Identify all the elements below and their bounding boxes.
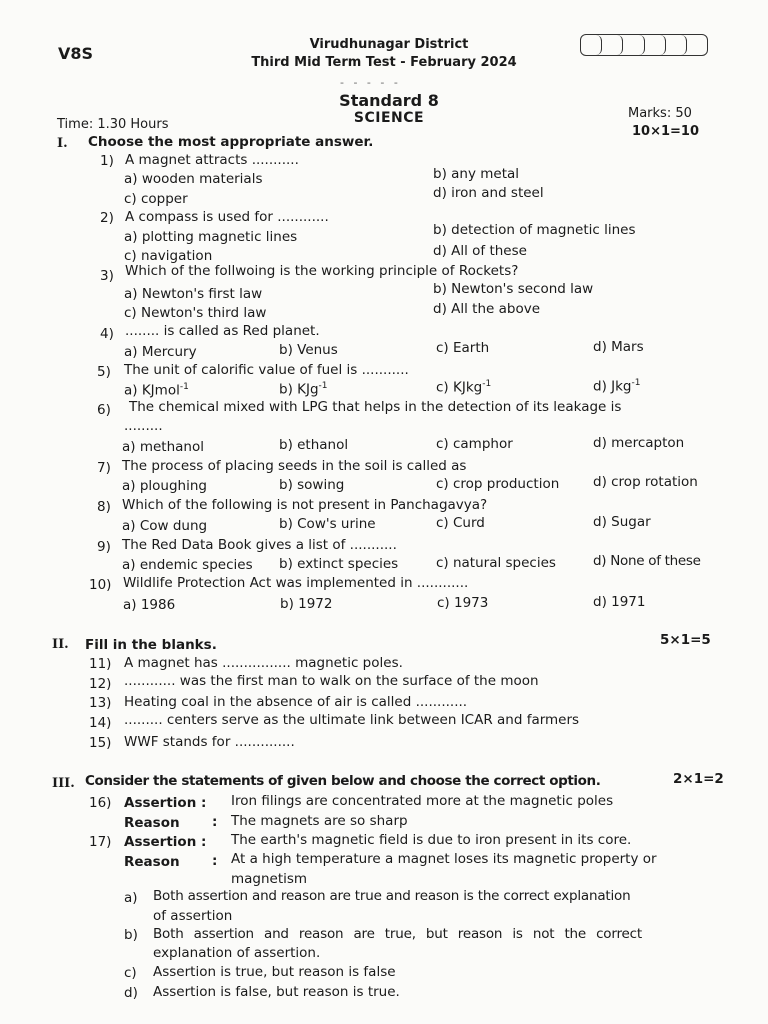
question-number: 14) <box>89 715 112 731</box>
question-number: 7) <box>97 460 111 476</box>
question-number: 15) <box>89 735 112 751</box>
question-number: 2) <box>100 210 114 226</box>
option-c: c) natural species <box>436 555 556 571</box>
option-b: b) KJg$^{-1}$ <box>279 381 328 398</box>
option-d: d) Jkg$^{-1}$ <box>593 378 641 395</box>
question-number: 16) <box>89 795 112 811</box>
title-underline: - - - - - <box>340 76 401 89</box>
option-text-continued: of assertion <box>153 908 233 924</box>
section-title: Choose the most appropriate answer. <box>88 134 374 150</box>
question-text: Which of the following is not present in Panchagavya? <box>122 497 488 513</box>
section-marks: 2×1=2 <box>673 771 724 787</box>
question-number: 3) <box>100 268 114 284</box>
reg-box <box>687 35 707 55</box>
option-b: b) 1972 <box>280 596 333 612</box>
question-text: A compass is used for ............ <box>125 209 329 225</box>
option-d: d) Sugar <box>593 514 651 530</box>
blank-text: WWF stands for .............. <box>124 734 295 750</box>
question-number: 4) <box>100 326 114 342</box>
reg-box <box>623 35 644 55</box>
question-text: The Red Data Book gives a list of ........... <box>122 537 397 553</box>
reason-text: The magnets are so sharp <box>231 813 408 829</box>
option-b: b) detection of magnetic lines <box>433 222 636 238</box>
question-number: 6) <box>97 402 111 418</box>
option-b: b) extinct species <box>279 556 399 572</box>
option-b: b) sowing <box>279 477 345 493</box>
section-number: II. <box>52 637 69 652</box>
question-number: 11) <box>89 656 112 672</box>
question-number: 5) <box>97 364 111 380</box>
blank-text: ............ was the first man to walk on the surface of the moon <box>124 673 539 689</box>
section-title: Fill in the blanks. <box>85 637 217 653</box>
option-d: d) mercapton <box>593 435 685 451</box>
blank-text: A magnet has ................ magnetic poles. <box>124 655 403 671</box>
option-d: d) Mars <box>593 339 644 355</box>
question-text: ........ is called as Red planet. <box>125 323 320 339</box>
option-d: d) crop rotation <box>593 474 698 490</box>
question-number: 1) <box>100 153 114 169</box>
question-number: 12) <box>89 676 112 692</box>
register-number-boxes <box>580 34 708 56</box>
option-label: d) <box>124 985 138 1001</box>
district-title: Virudhunagar District <box>309 37 469 52</box>
exam-title: Third Mid Term Test - February 2024 <box>251 55 517 70</box>
question-number: 9) <box>97 539 111 555</box>
assertion-text: Iron filings are concentrated more at the magnetic poles <box>231 793 614 809</box>
reason-colon: : <box>212 853 218 869</box>
option-c: c) Newton's third law <box>124 305 267 321</box>
option-c: c) Earth <box>436 340 490 356</box>
reg-box <box>645 35 666 55</box>
section-number: III. <box>52 776 75 791</box>
reg-box <box>581 35 602 55</box>
section-title: Consider the statements of given below and choose the correct option. <box>85 773 601 789</box>
question-text-continued: ......... <box>124 418 163 434</box>
option-a: a) wooden materials <box>124 171 263 187</box>
option-d: d) All the above <box>433 301 540 317</box>
question-text: Which of the follwoing is the working principle of Rockets? <box>125 263 519 279</box>
assertion-label: Assertion : <box>124 834 207 850</box>
option-text-continued: explanation of assertion. <box>153 945 321 961</box>
option-a: a) KJmol$^{-1}$ <box>124 382 189 399</box>
subject-heading: SCIENCE <box>353 110 425 126</box>
option-b: b) Cow's urine <box>279 516 376 532</box>
option-d: d) All of these <box>433 243 527 259</box>
option-d: d) None of these <box>593 553 701 569</box>
reg-box <box>602 35 623 55</box>
question-text: A magnet attracts ........... <box>125 152 299 168</box>
option-c: c) camphor <box>436 436 513 452</box>
option-a: a) Mercury <box>124 344 197 360</box>
option-text: Both assertion and reason are true and reason is the correct explanation <box>153 888 631 904</box>
question-number: 17) <box>89 834 112 850</box>
option-a: a) Newton's first law <box>124 286 263 302</box>
blank-text: ......... centers serve as the ultimate link between ICAR and farmers <box>124 712 580 728</box>
option-c: c) navigation <box>124 248 213 264</box>
question-text: The unit of calorific value of fuel is ........... <box>124 362 409 378</box>
question-text: The chemical mixed with LPG that helps in the detection of its leakage is <box>129 399 622 415</box>
assertion-text: The earth's magnetic field is due to iron present in its core. <box>231 832 632 848</box>
option-a: a) endemic species <box>122 557 253 573</box>
option-c: c) copper <box>124 191 188 207</box>
reason-label: Reason <box>124 815 180 831</box>
option-a: a) ploughing <box>122 478 207 494</box>
option-b: b) any metal <box>433 166 520 182</box>
paper-code: V8S <box>58 44 94 63</box>
option-text: Assertion is true, but reason is false <box>153 964 396 980</box>
question-number: 10) <box>89 577 112 593</box>
question-text: Wildlife Protection Act was implemented in ............ <box>123 575 469 591</box>
option-b: b) Newton's second law <box>433 281 594 297</box>
reason-label: Reason <box>124 854 180 870</box>
option-c: c) Curd <box>436 515 485 531</box>
reason-text-continued: magnetism <box>231 871 308 887</box>
option-a: a) 1986 <box>123 597 176 613</box>
blank-text: Heating coal in the absence of air is called ............ <box>124 694 468 710</box>
option-text: Both assertion and reason are true, but reason is not the correct <box>153 926 642 942</box>
option-a: a) methanol <box>122 439 204 455</box>
option-a: a) Cow dung <box>122 518 208 534</box>
question-text: The process of placing seeds in the soil is called as <box>122 458 467 474</box>
option-a: a) plotting magnetic lines <box>124 229 298 245</box>
question-number: 8) <box>97 499 111 515</box>
option-label: b) <box>124 927 138 943</box>
reg-box <box>666 35 687 55</box>
reason-text: At a high temperature a magnet loses its magnetic property or <box>231 851 657 867</box>
option-c: c) KJkg$^{-1}$ <box>436 379 492 396</box>
standard-heading: Standard 8 <box>339 91 439 110</box>
time-label: Time: 1.30 Hours <box>57 117 169 132</box>
option-d: d) iron and steel <box>433 185 544 201</box>
section-number: I. <box>57 136 68 151</box>
option-b: b) Venus <box>279 342 338 358</box>
option-c: c) crop production <box>436 476 560 492</box>
section-marks: 5×1=5 <box>660 632 711 648</box>
option-b: b) ethanol <box>279 437 349 453</box>
assertion-label: Assertion : <box>124 795 207 811</box>
option-text: Assertion is false, but reason is true. <box>153 984 400 1000</box>
question-number: 13) <box>89 695 112 711</box>
option-label: c) <box>124 965 137 981</box>
option-label: a) <box>124 890 138 906</box>
option-c: c) 1973 <box>437 595 489 611</box>
section-marks: 10×1=10 <box>632 124 700 139</box>
total-marks: Marks: 50 <box>628 106 692 121</box>
option-d: d) 1971 <box>593 594 646 610</box>
reason-colon: : <box>212 814 218 830</box>
